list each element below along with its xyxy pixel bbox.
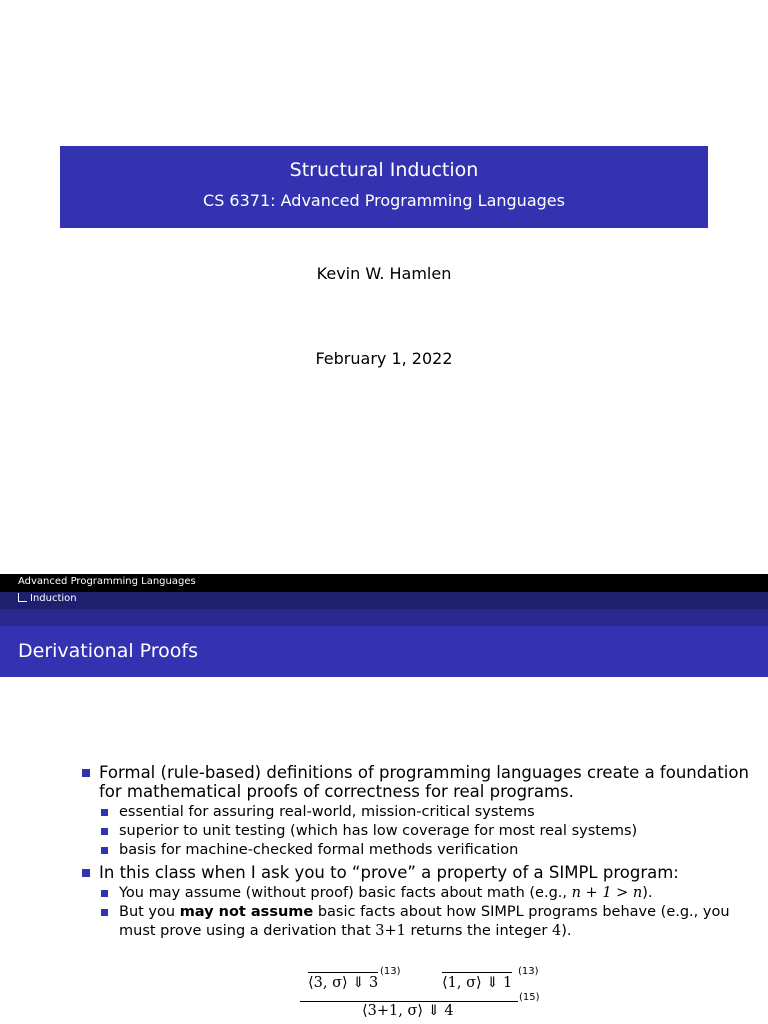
section-breadcrumb (18, 593, 77, 604)
premise-right (442, 972, 512, 991)
sub-bullet-item (99, 884, 750, 903)
author-name: Kevin W. Hamlen (316, 264, 452, 283)
inference-line (300, 1001, 518, 1002)
conclusion-judgment: ⟨3+1, σ⟩ ⇓ 4 (362, 1003, 454, 1019)
bullet-square-icon (101, 890, 108, 897)
headline-section-bar (0, 592, 768, 609)
sub-bullet-item (99, 822, 750, 841)
bullet-square-icon (101, 828, 108, 835)
premise-left-judgment: ⟨3, σ⟩ ⇓ 3 (308, 972, 378, 991)
sub-bullet-list (99, 803, 750, 860)
derivation-tree (300, 962, 560, 1022)
sub-bullet-text: superior to unit testing (which has low coverage for most real systems) (119, 823, 638, 839)
conclusion-rule: (15) (519, 992, 540, 1003)
sub-bullet-item (99, 841, 750, 860)
course-name: Advanced Programming Languages (18, 576, 196, 587)
section-name: Induction (30, 593, 77, 604)
bullet-square-icon (82, 869, 90, 877)
bullet-item (80, 763, 750, 801)
math-number: 4 (551, 923, 562, 939)
presentation-subtitle: CS 6371: Advanced Programming Languages (203, 191, 565, 210)
sub-bullet-text: essential for assuring real-world, mission-critical systems (119, 804, 535, 820)
bullet-text: In this class when I ask you to “prove” a property of a SIMPL program: (99, 863, 679, 882)
headline-spacer (0, 609, 768, 626)
premise-left (308, 972, 378, 991)
presentation-date: February 1, 2022 (315, 349, 453, 368)
subsection-corner-icon (18, 593, 27, 602)
sub-bullet-text-start: But you (119, 904, 180, 920)
premise-right-rule: (13) (518, 966, 539, 977)
premise-left-rule: (13) (380, 966, 401, 977)
bullet-item (80, 863, 750, 882)
sub-bullet-text-middle-2: returns the integer (405, 923, 552, 939)
emphasis-text: may not assume (179, 904, 314, 920)
bullet-square-icon (82, 769, 90, 777)
sub-bullet-text-start: You may assume (without proof) basic facts about math (e.g., (119, 885, 572, 901)
frame-title-bar (0, 626, 768, 677)
bullet-list (80, 763, 750, 941)
sub-bullet-text-middle: basic facts about how SIMPL programs behave (e.g., you must prove using a derivation that (119, 904, 730, 939)
sub-bullet-text: basis for machine-checked formal methods verification (119, 842, 519, 858)
sub-bullet-text-end: ). (642, 885, 653, 901)
math-inequality: n + 1 > n (571, 885, 643, 901)
bullet-square-icon (101, 847, 108, 854)
sub-bullet-text-end: ). (561, 923, 572, 939)
bullet-text: Formal (rule-based) definitions of programming languages create a foundation for mathematical proofs of correctness for real programs. (99, 763, 749, 801)
title-block (60, 146, 708, 228)
frame-title: Derivational Proofs (18, 640, 199, 662)
headline-course-bar (0, 574, 768, 592)
presentation-title: Structural Induction (289, 159, 479, 181)
premise-right-judgment: ⟨1, σ⟩ ⇓ 1 (442, 972, 512, 991)
sub-bullet-item (99, 803, 750, 822)
bullet-square-icon (101, 909, 108, 916)
math-expression: 3+1 (375, 923, 406, 939)
sub-bullet-list (99, 884, 750, 941)
sub-bullet-item (99, 903, 750, 941)
bullet-square-icon (101, 809, 108, 816)
